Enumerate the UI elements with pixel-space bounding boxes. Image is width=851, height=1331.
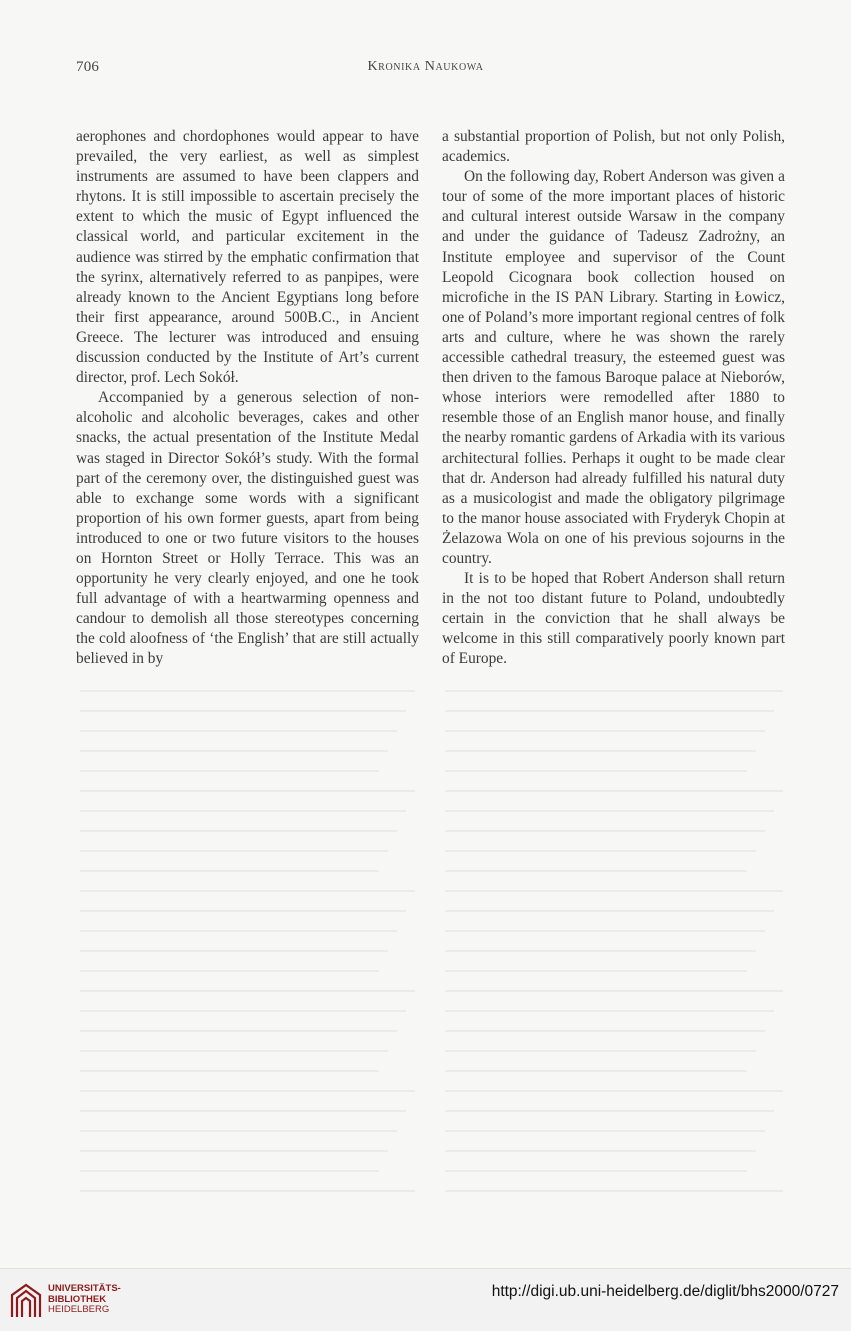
library-line-2: BIBLIOTHEK xyxy=(48,1293,107,1305)
left-column xyxy=(76,127,419,670)
page-number: 706 xyxy=(76,59,100,75)
show-through-line xyxy=(80,1070,379,1072)
left-paragraph-2: Accompanied by a generous selection of non-alcoholic and alcoholic beverages, cakes and other snacks, the actual presentation of the Institute Medal was staged in Director Sokół’s study. With the formal part of the ceremony over, the distinguished guest was able to exchange some words with a significant proportion of his own former guests, apart from being introduced to one or two future visitors to the houses on Hornton Street or Holly Terrace. This was an opportunity he very clearly enjoyed, and one he took full advantage of with a heartwarming openness and candour to demolish all those stereotypes concerning the cold aloofness of ‘the English’ that are still actually believed in by xyxy=(76,389,419,668)
show-through-line xyxy=(445,790,783,792)
show-through-line xyxy=(445,850,756,852)
right-paragraph-2: On the following day, Robert Anderson was given a tour of some of the more important places of historic and cultural interest outside Warsaw in the company and under the guidance of Tadeusz Zadrożny, an Institute employee and supervisor of the Count Leopold Cicognara book collection housed on microfiche in the IS PAN Library. Starting in Łowicz, one of Poland’s more important regional centres of folk arts and culture, where he was shown the rarely accessible cathedral treasury, the esteemed guest was then driven to the famous Baroque palace at Nieborów, whose interiors were remodelled after 1880 to resemble those of an English manor house, and finally the nearby romantic gardens of Arkadia with its various architectural follies. Perhaps it ought to be made clear that dr. Anderson had already fulfilled his natural duty as a musicologist and made the obligatory pilgrimage to the manor house associated with Fryderyk Chopin at Żelazowa Wola on one of his previous sojourns in the country. xyxy=(442,168,785,567)
show-through-line xyxy=(445,890,783,892)
show-through-line xyxy=(80,1030,397,1032)
show-through-line xyxy=(80,710,406,712)
show-through-line xyxy=(445,1050,756,1052)
show-through-line xyxy=(445,950,756,952)
show-through-line xyxy=(80,950,388,952)
left-paragraph-1: aerophones and chordophones would appear to have prevailed, the very earliest, as well as simplest instruments are assumed to have been clappers and rhytons. It is still impossible to ascertain precisely the extent to which the music of Egypt influenced the classical world, and particular excitement in the audience was stirred by the emphatic confirmation that the syrinx, alternatively referred to as panpipes, were already known to the Ancient Egyptians long before their first appearance, around 500B.C., in Ancient Greece. The lecturer was introduced and ensuing discussion conducted by the Institute of Art’s current director, prof. Lech Sokół. xyxy=(76,128,419,387)
university-library-logo-icon[interactable] xyxy=(8,1281,44,1321)
show-through-line xyxy=(445,870,747,872)
show-through-line xyxy=(445,750,756,752)
show-through-line xyxy=(80,890,415,892)
show-through-line xyxy=(445,970,747,972)
right-paragraph-3: It is to be hoped that Robert Anderson shall return in the not too distant future to Poland, undoubtedly certain in the conviction that he shall always be welcome in this still comparatively poorly known part of Europe. xyxy=(442,570,785,668)
show-through-line xyxy=(445,730,765,732)
show-through-line xyxy=(80,830,397,832)
show-through-line xyxy=(445,810,774,812)
show-through-line xyxy=(80,1090,415,1092)
show-through-line xyxy=(445,710,774,712)
show-through-line xyxy=(445,830,765,832)
show-through-line xyxy=(445,1170,747,1172)
show-through-line xyxy=(80,750,388,752)
show-through-line xyxy=(80,790,415,792)
running-head: Kronika Naukowa xyxy=(367,59,484,74)
show-through-line xyxy=(445,1070,747,1072)
show-through-line xyxy=(80,1110,406,1112)
show-through-line xyxy=(445,1030,765,1032)
show-through-line xyxy=(445,910,774,912)
show-through-line xyxy=(80,930,397,932)
show-through-line xyxy=(80,1010,406,1012)
show-through-line xyxy=(445,1090,783,1092)
show-through-line xyxy=(80,1190,415,1192)
show-through-line xyxy=(445,1150,756,1152)
permalink-url[interactable]: http://digi.ub.uni-heidelberg.de/diglit/bhs2000/0727 xyxy=(491,1283,839,1300)
viewer-footer xyxy=(0,1268,851,1331)
show-through-line xyxy=(80,730,397,732)
show-through-line xyxy=(445,990,783,992)
show-through-line xyxy=(445,1190,783,1192)
show-through-line xyxy=(80,770,379,772)
right-paragraph-1: a substantial proportion of Polish, but not only Polish, academics. xyxy=(442,128,785,166)
show-through-line xyxy=(80,990,415,992)
right-column xyxy=(442,127,785,670)
show-through-line xyxy=(445,1110,774,1112)
show-through-line xyxy=(445,690,783,692)
show-through-line xyxy=(80,1170,379,1172)
show-through-line xyxy=(80,1150,388,1152)
library-name[interactable] xyxy=(48,1284,121,1316)
show-through-line xyxy=(80,870,379,872)
show-through-line xyxy=(80,690,415,692)
show-through-line xyxy=(80,1050,388,1052)
library-line-3: HEIDELBERG xyxy=(48,1304,110,1315)
show-through-line xyxy=(80,850,388,852)
show-through-line xyxy=(445,1130,765,1132)
show-through-line xyxy=(80,970,379,972)
show-through-line xyxy=(445,930,765,932)
show-through-line xyxy=(445,1010,774,1012)
show-through-line xyxy=(80,810,406,812)
library-line-1: UNIVERSITÄTS- xyxy=(48,1283,121,1294)
show-through-line xyxy=(445,770,747,772)
show-through-line xyxy=(80,910,406,912)
show-through-line xyxy=(80,1130,397,1132)
